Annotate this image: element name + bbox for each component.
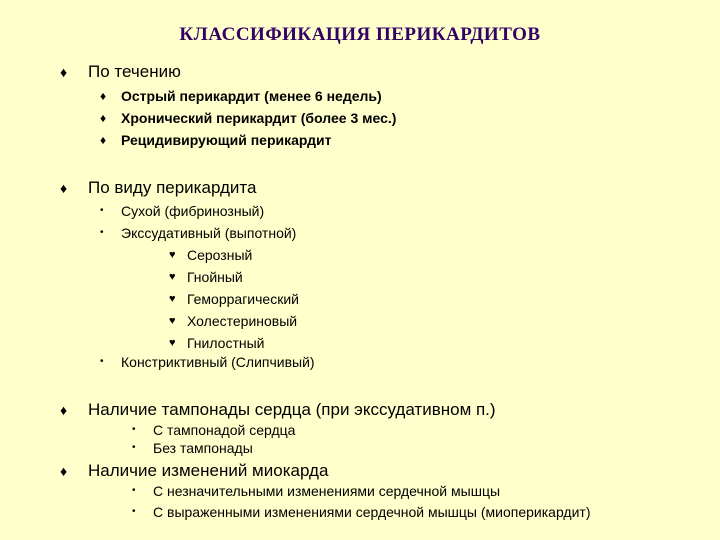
list-item: [100, 110, 397, 126]
item-text: С выраженными изменениями сердечной мышцы (миоперикардит): [153, 504, 591, 520]
heading-text: Наличие изменений миокарда: [88, 461, 329, 480]
list-item: [100, 354, 315, 370]
item-text: Острый перикардит (менее 6 недель): [121, 88, 382, 104]
diamond-bullet-icon: ♦: [60, 463, 68, 479]
dot-bullet-icon: •: [100, 356, 104, 367]
item-text: Сухой (фибринозный): [121, 203, 265, 219]
item-text: Хронический перикардит (более 3 мес.): [121, 110, 397, 126]
list-item: [100, 88, 382, 104]
dot-bullet-icon: •: [132, 506, 136, 517]
list-item: [132, 483, 501, 499]
item-text: Геморрагический: [187, 291, 299, 307]
item-text: Серозный: [187, 247, 253, 263]
heading-text: Наличие тампонады сердца (при экссудативном п.): [88, 400, 496, 419]
item-text: Констриктивный (Слипчивый): [121, 354, 315, 370]
item-text: Без тампонады: [153, 440, 253, 456]
item-text: Гнилостный: [187, 335, 265, 351]
sub-list-item: [169, 269, 243, 285]
list-item: [132, 440, 253, 456]
dot-bullet-icon: •: [132, 442, 136, 453]
heart-bullet-icon: ♥: [169, 315, 176, 327]
item-text: Холестериновый: [187, 313, 298, 329]
list-item: [100, 203, 265, 219]
dot-bullet-icon: •: [100, 227, 104, 238]
sub-list-item: [169, 291, 299, 307]
sub-list-item: [169, 247, 253, 263]
sub-list-item: [169, 313, 298, 329]
list-item: [132, 504, 591, 520]
heart-bullet-icon: ♥: [169, 249, 176, 261]
heart-bullet-icon: ♥: [169, 293, 176, 305]
dot-bullet-icon: •: [132, 485, 136, 496]
sub-list-item: [169, 335, 265, 351]
diamond-bullet-icon: ♦: [60, 402, 68, 418]
heading-text: По виду перикардита: [88, 178, 257, 197]
item-text: Экссудативный (выпотной): [121, 225, 297, 241]
item-text: Гнойный: [187, 269, 243, 285]
diamond-bullet-icon: ♦: [100, 89, 107, 103]
list-item: [100, 132, 332, 148]
diamond-bullet-icon: ♦: [60, 64, 68, 80]
item-text: С тампонадой сердца: [153, 422, 296, 438]
section-heading-myocardium: [60, 461, 329, 481]
diamond-bullet-icon: ♦: [100, 111, 107, 125]
page-title: КЛАССИФИКАЦИЯ ПЕРИКАРДИТОВ: [179, 24, 541, 45]
list-item: [100, 225, 297, 241]
item-text: С незначительными изменениями сердечной мышцы: [153, 483, 501, 499]
section-heading-tamponade: [60, 400, 496, 420]
dot-bullet-icon: •: [100, 205, 104, 216]
item-text: Рецидивирующий перикардит: [121, 132, 332, 148]
section-heading-course: [60, 62, 181, 82]
heading-text: По течению: [88, 62, 181, 81]
list-item: [132, 422, 296, 438]
dot-bullet-icon: •: [132, 424, 136, 435]
heart-bullet-icon: ♥: [169, 337, 176, 349]
heart-bullet-icon: ♥: [169, 271, 176, 283]
diamond-bullet-icon: ♦: [60, 180, 68, 196]
diamond-bullet-icon: ♦: [100, 133, 107, 147]
section-heading-type: [60, 178, 257, 198]
